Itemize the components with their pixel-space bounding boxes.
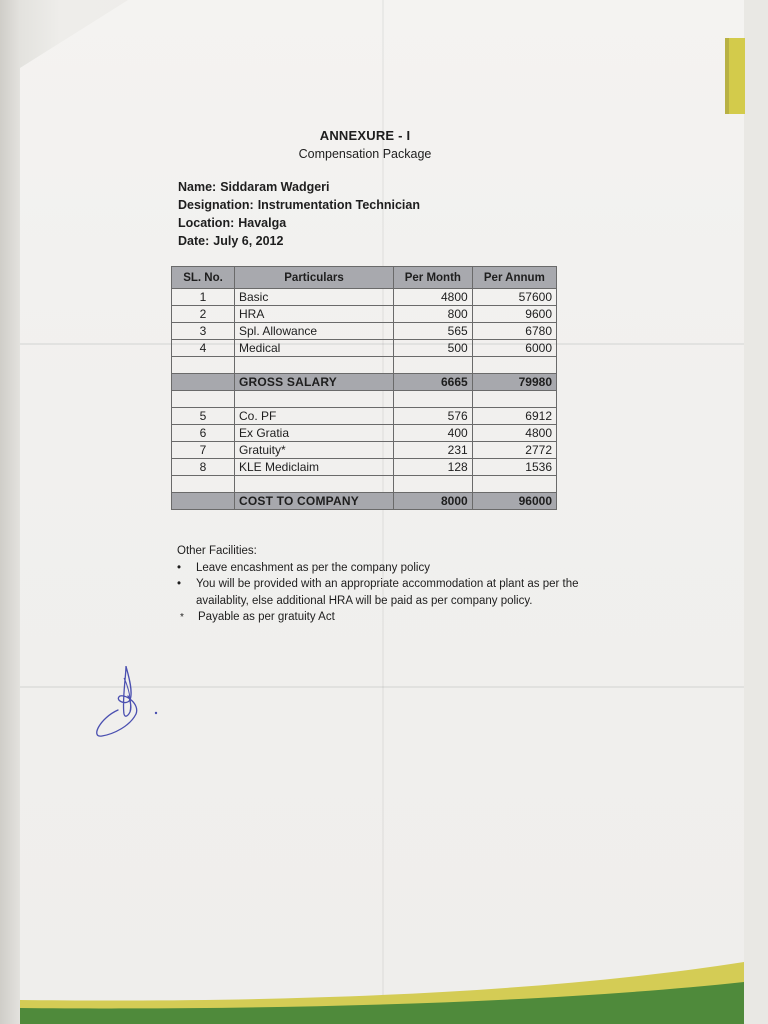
ctc-per-annum: 96000	[472, 493, 556, 510]
footnote-marker: *	[180, 612, 184, 623]
ctc-label: COST TO COMPANY	[235, 493, 394, 510]
per-annum-cell: 6780	[472, 323, 556, 340]
sl-no-cell: 6	[172, 425, 235, 442]
footer-band	[0, 960, 768, 1024]
employee-location: Havalga	[238, 216, 287, 230]
gross-salary-row	[172, 374, 557, 391]
sl-no-cell: 2	[172, 306, 235, 323]
particular-cell: Basic	[235, 289, 394, 306]
per-month-cell: 400	[394, 425, 473, 442]
sl-no-cell: 7	[172, 442, 235, 459]
document-date: July 6, 2012	[213, 234, 284, 248]
sl-no-cell: 5	[172, 408, 235, 425]
gross-salary-label: GROSS SALARY	[235, 374, 394, 391]
per-annum-cell: 1536	[472, 459, 556, 476]
employee-name: Siddaram Wadgeri	[220, 180, 330, 194]
table-row	[172, 323, 557, 340]
per-month-cell: 4800	[394, 289, 473, 306]
document-title: ANNEXURE - I	[319, 128, 411, 143]
particular-cell: Gratuity*	[235, 442, 394, 459]
designation-line	[178, 198, 420, 212]
table-spacer-row	[172, 476, 557, 493]
per-annum-cell: 6000	[472, 340, 556, 357]
particular-cell: HRA	[235, 306, 394, 323]
per-month-cell: 800	[394, 306, 473, 323]
per-annum-cell: 2772	[472, 442, 556, 459]
per-month-cell: 500	[394, 340, 473, 357]
document-subtitle: Compensation Package	[298, 147, 432, 161]
signature-mark	[90, 660, 170, 740]
list-item: • Leave encashment as per the company policy	[177, 560, 627, 577]
ctc-per-month: 8000	[394, 493, 473, 510]
sl-no-cell: 4	[172, 340, 235, 357]
gratuity-note-text: Payable as per gratuity Act	[198, 611, 335, 623]
employee-name-line	[178, 180, 330, 194]
gross-per-annum: 79980	[472, 374, 556, 391]
table-spacer-row	[172, 357, 557, 374]
table-row	[172, 459, 557, 476]
particular-cell: Medical	[235, 340, 394, 357]
per-month-cell: 128	[394, 459, 473, 476]
employee-designation: Instrumentation Technician	[257, 198, 420, 212]
column-header: Particulars	[235, 267, 394, 289]
particular-cell: Spl. Allowance	[235, 323, 394, 340]
table-spacer-row	[172, 391, 557, 408]
sl-no-cell: 3	[172, 323, 235, 340]
location-line	[178, 216, 286, 230]
gratuity-note	[177, 609, 627, 626]
table-row	[172, 289, 557, 306]
list-item: • You will be provided with an appropriate accommodation at plant as per the availablity, else additional HRA will be paid as per company policy.	[177, 576, 627, 609]
letterhead-tab	[725, 38, 745, 114]
table-row	[172, 306, 557, 323]
name-label: Name:	[178, 180, 217, 194]
per-annum-cell: 57600	[472, 289, 556, 306]
table-row	[172, 408, 557, 425]
per-annum-cell: 6912	[472, 408, 556, 425]
compensation-table	[171, 266, 557, 510]
location-label: Location:	[178, 216, 235, 230]
sl-no-cell: 1	[172, 289, 235, 306]
table-row	[172, 425, 557, 442]
facilities-heading: Other Facilities:	[177, 545, 257, 557]
particular-cell: Co. PF	[235, 408, 394, 425]
particular-cell: KLE Mediclaim	[235, 459, 394, 476]
per-month-cell: 231	[394, 442, 473, 459]
table-row	[172, 340, 557, 357]
designation-label: Designation:	[178, 198, 254, 212]
per-month-cell: 576	[394, 408, 473, 425]
table-row	[172, 442, 557, 459]
cost-to-company-row	[172, 493, 557, 510]
sl-no-cell: 8	[172, 459, 235, 476]
facilities-list	[177, 560, 627, 610]
gross-per-month: 6665	[394, 374, 473, 391]
particular-cell: Ex Gratia	[235, 425, 394, 442]
date-label: Date:	[178, 234, 210, 248]
per-month-cell: 565	[394, 323, 473, 340]
column-header: Per Month	[394, 267, 473, 289]
per-annum-cell: 9600	[472, 306, 556, 323]
date-line	[178, 234, 283, 248]
per-annum-cell: 4800	[472, 425, 556, 442]
column-header: Per Annum	[472, 267, 556, 289]
table-header-row	[172, 267, 557, 289]
column-header: SL. No.	[172, 267, 235, 289]
other-facilities	[177, 543, 627, 626]
